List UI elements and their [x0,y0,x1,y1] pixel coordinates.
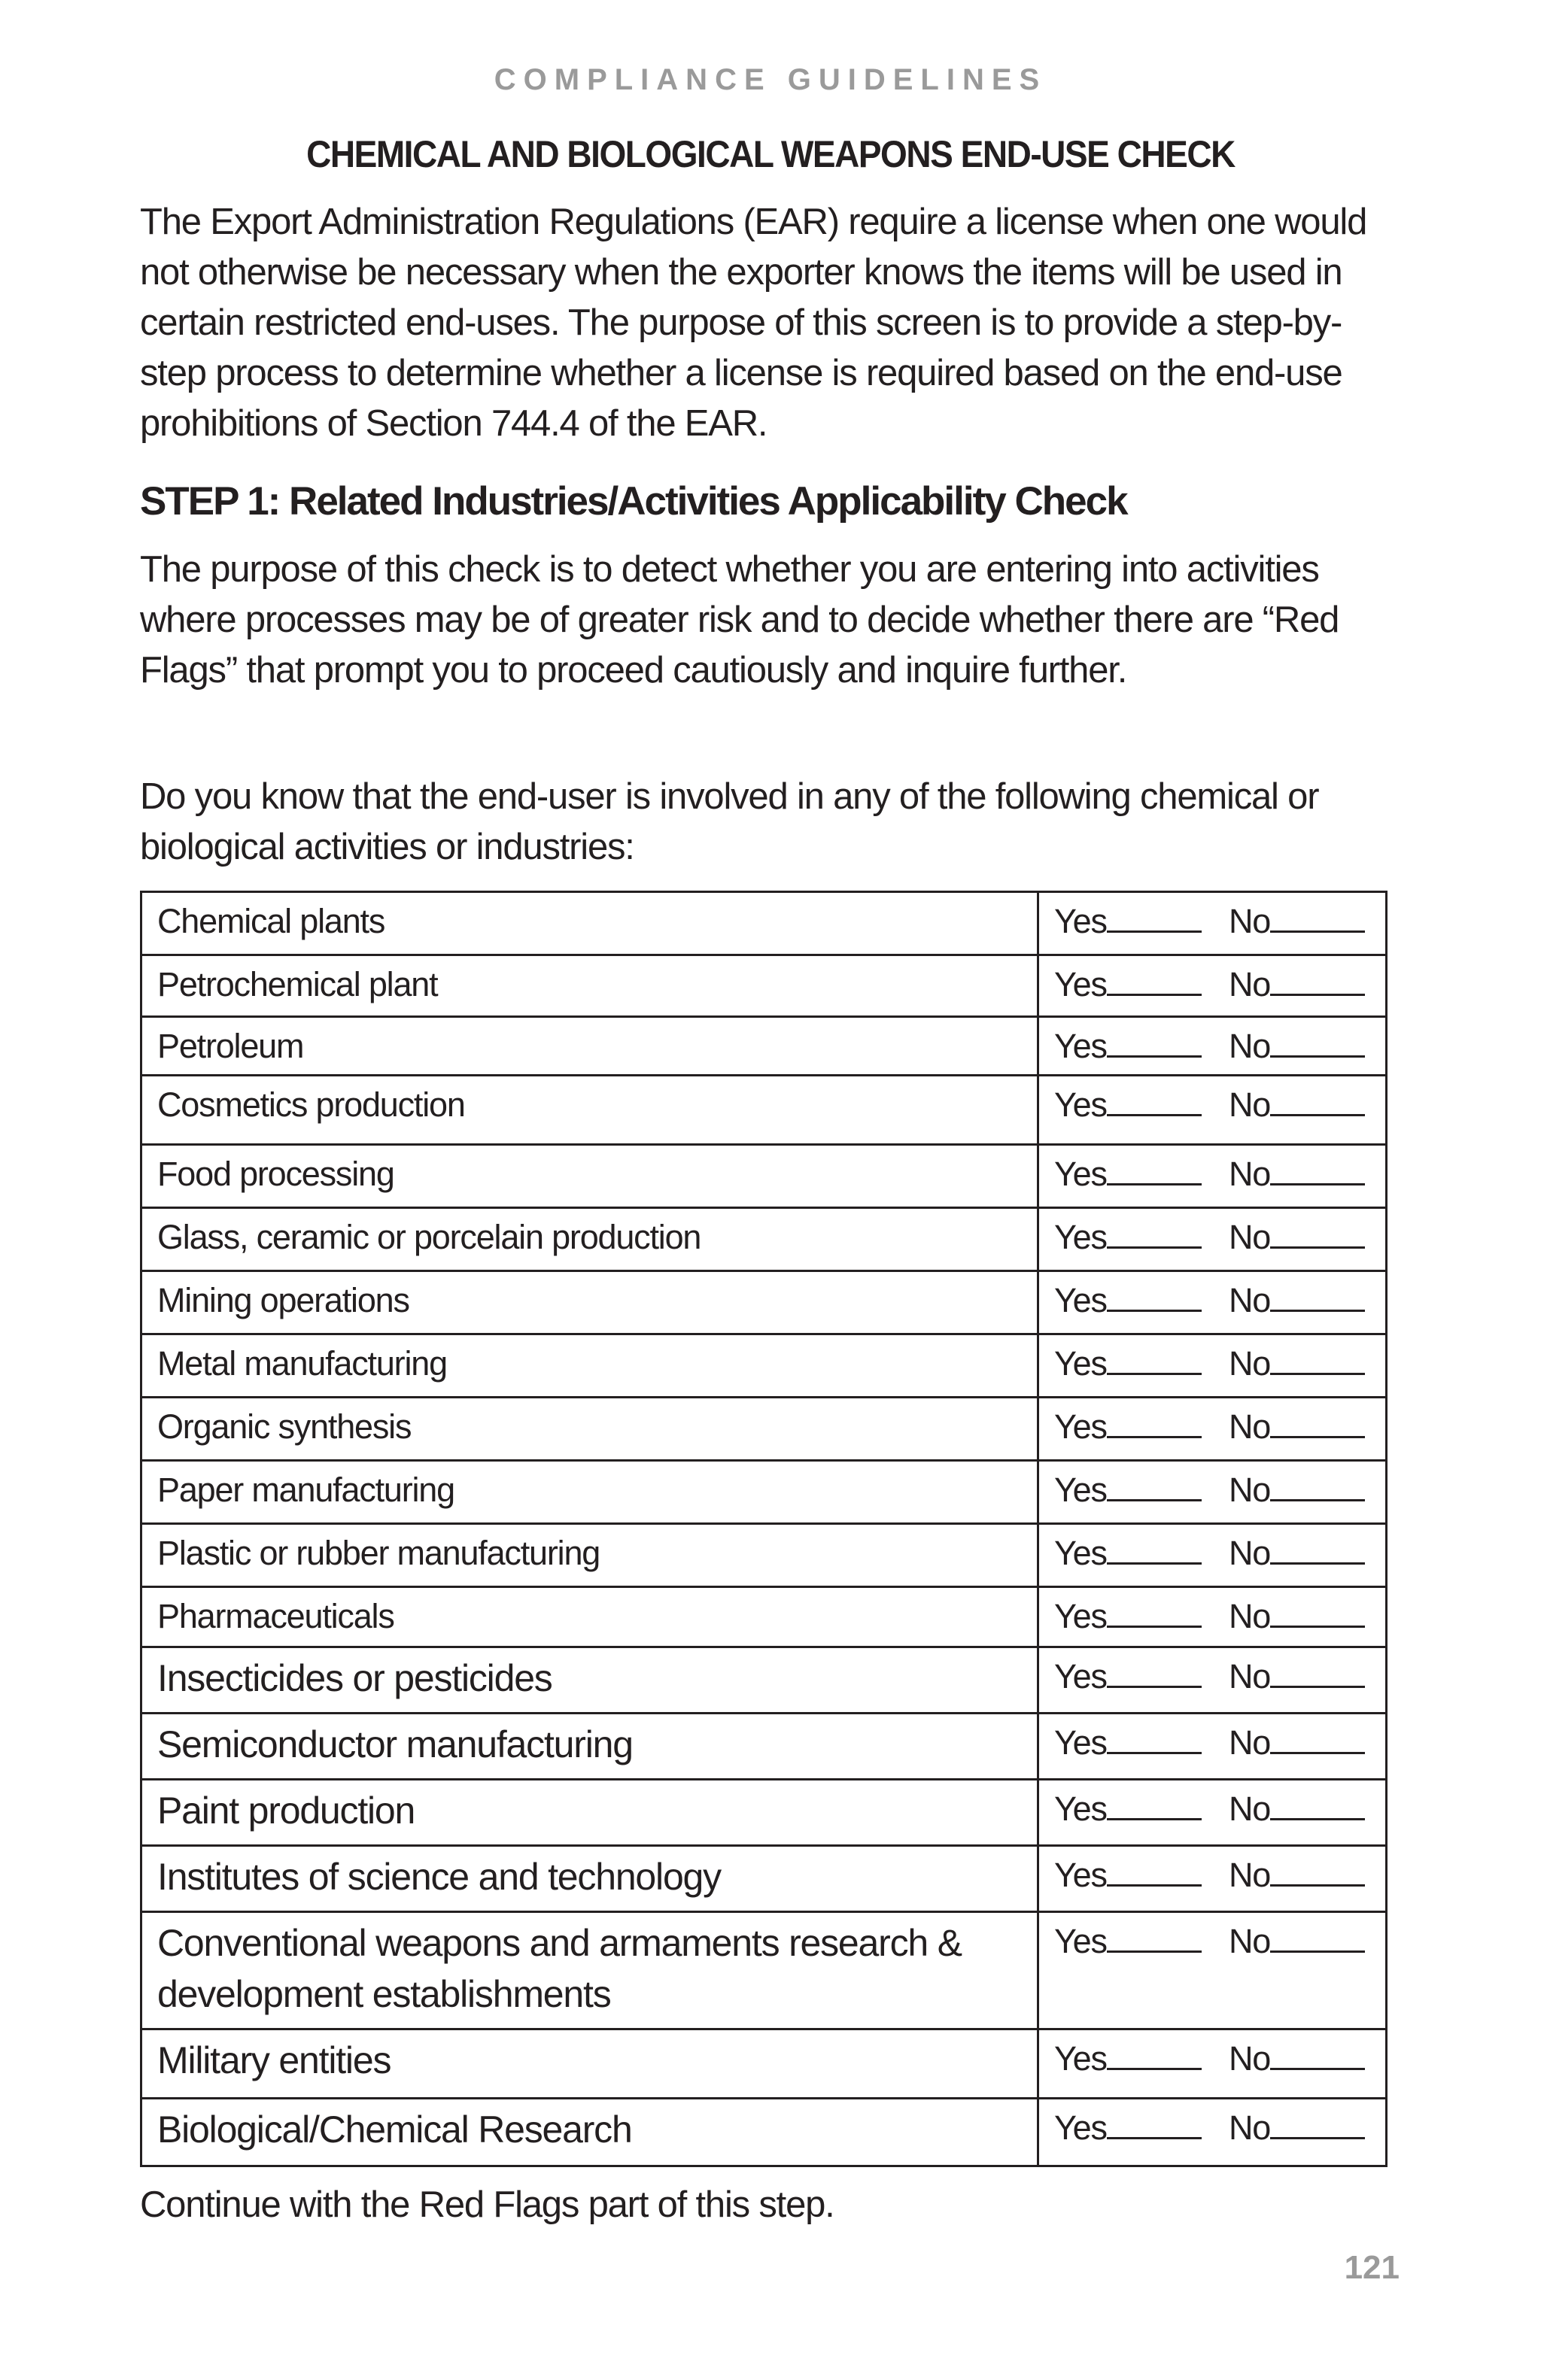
yes-answer-field[interactable] [1054,1471,1229,1510]
no-label: No [1229,1155,1271,1193]
no-label: No [1229,1085,1271,1124]
no-answer-field[interactable] [1229,965,1365,1004]
table-row [141,892,1387,955]
no-label: No [1229,1723,1271,1762]
activity-label: Metal manufacturing [141,1334,1038,1398]
yes-answer-field[interactable] [1054,2108,1229,2148]
activity-label: Petrochemical plant [141,955,1038,1017]
no-blank-line [1270,1304,1365,1312]
yes-label: Yes [1054,1218,1107,1256]
activity-label: Glass, ceramic or porcelain production [141,1208,1038,1271]
no-answer-field[interactable] [1229,1281,1365,1320]
no-answer-field[interactable] [1229,1407,1365,1447]
no-blank-line [1270,988,1365,996]
step-1-question: Do you know that the end-user is involved in any of the following chemical or biological activities or industries: [140,776,1319,867]
yes-label: Yes [1054,1534,1107,1572]
no-answer-field[interactable] [1229,2039,1365,2078]
no-label: No [1229,965,1271,1003]
yes-label: Yes [1054,1155,1107,1193]
no-label: No [1229,1657,1271,1695]
yes-no-cell [1038,1017,1387,1076]
yes-answer-field[interactable] [1054,1407,1229,1447]
yes-label: Yes [1054,1856,1107,1894]
yes-label: Yes [1054,1085,1107,1124]
no-answer-field[interactable] [1229,902,1365,941]
yes-answer-field[interactable] [1054,1790,1229,1829]
yes-answer-field[interactable] [1054,1723,1229,1762]
no-label: No [1229,1218,1271,1256]
no-answer-field[interactable] [1229,1723,1365,1762]
no-label: No [1229,1471,1271,1509]
yes-blank-line [1107,988,1202,996]
activity-label: Mining operations [141,1271,1038,1334]
no-label: No [1229,1344,1271,1383]
yes-blank-line [1107,925,1202,933]
yes-label: Yes [1054,1790,1107,1828]
table-row [141,1461,1387,1524]
activity-label: Organic synthesis [141,1398,1038,1461]
yes-no-cell [1038,1271,1387,1334]
yes-answer-field[interactable] [1054,902,1229,941]
activity-label: Plastic or rubber manufacturing [141,1524,1038,1587]
no-label: No [1229,1856,1271,1894]
yes-blank-line [1107,1368,1202,1375]
section-title: CHEMICAL AND BIOLOGICAL WEAPONS END-USE CHECK [306,133,1235,175]
table-row [141,1780,1387,1846]
no-answer-field[interactable] [1229,1856,1365,1895]
yes-label: Yes [1054,1027,1107,1065]
yes-blank-line [1107,1680,1202,1688]
table-row [141,1208,1387,1271]
activity-label: Pharmaceuticals [141,1587,1038,1647]
no-blank-line [1270,1620,1365,1628]
yes-label: Yes [1054,1281,1107,1319]
yes-blank-line [1107,1879,1202,1887]
no-blank-line [1270,1431,1365,1438]
table-row [141,1145,1387,1208]
yes-no-cell [1038,1076,1387,1145]
table-row [141,1912,1387,2029]
running-header: COMPLIANCE GUIDELINES [494,63,1047,96]
activity-label: Food processing [141,1145,1038,1208]
yes-no-cell [1038,2029,1387,2099]
no-label: No [1229,1790,1271,1828]
table-row [141,1017,1387,1076]
yes-answer-field[interactable] [1054,1344,1229,1383]
activity-label: Biological/Chemical Research [141,2099,1038,2166]
no-blank-line [1270,1680,1365,1688]
no-answer-field[interactable] [1229,2108,1365,2148]
table-row [141,1398,1387,1461]
yes-label: Yes [1054,1922,1107,1960]
no-label: No [1229,1281,1271,1319]
no-answer-field[interactable] [1229,1534,1365,1573]
no-blank-line [1270,1813,1365,1820]
yes-no-cell [1038,1398,1387,1461]
yes-label: Yes [1054,1471,1107,1509]
no-answer-field[interactable] [1229,1218,1365,1257]
no-label: No [1229,2108,1271,2147]
no-label: No [1229,1534,1271,1572]
yes-blank-line [1107,1620,1202,1628]
no-label: No [1229,1027,1271,1065]
no-label: No [1229,1922,1271,1960]
no-blank-line [1270,2063,1365,2070]
yes-answer-field[interactable] [1054,965,1229,1004]
no-blank-line [1270,1178,1365,1185]
yes-blank-line [1107,1241,1202,1249]
yes-blank-line [1107,1304,1202,1312]
table-row [141,1714,1387,1780]
no-answer-field[interactable] [1229,1657,1365,1696]
yes-blank-line [1107,2132,1202,2139]
activities-checklist-table [140,891,1388,2167]
table-row [141,1647,1387,1714]
yes-blank-line [1107,1945,1202,1953]
yes-answer-field[interactable] [1054,1027,1229,1066]
table-row [141,1846,1387,1912]
yes-answer-field[interactable] [1054,1856,1229,1895]
no-blank-line [1270,1494,1365,1501]
activity-label: Cosmetics production [141,1076,1038,1145]
table-row [141,1271,1387,1334]
yes-no-cell [1038,1461,1387,1524]
yes-answer-field[interactable] [1054,1218,1229,1257]
no-answer-field[interactable] [1229,1597,1365,1636]
activity-label: Insecticides or pesticides [141,1647,1038,1714]
yes-answer-field[interactable] [1054,1085,1229,1125]
yes-label: Yes [1054,2039,1107,2078]
yes-no-cell [1038,1714,1387,1780]
yes-label: Yes [1054,1657,1107,1695]
no-blank-line [1270,925,1365,933]
yes-answer-field[interactable] [1054,1281,1229,1320]
page-number: 121 [1344,2249,1400,2286]
yes-label: Yes [1054,965,1107,1003]
no-blank-line [1270,2132,1365,2139]
activity-label: Military entities [141,2029,1038,2099]
no-answer-field[interactable] [1229,1922,1365,1961]
yes-label: Yes [1054,2108,1107,2147]
yes-answer-field[interactable] [1054,1657,1229,1696]
yes-blank-line [1107,1813,1202,1820]
yes-no-cell [1038,1780,1387,1846]
activity-label: Paper manufacturing [141,1461,1038,1524]
yes-blank-line [1107,1431,1202,1438]
table-row [141,2029,1387,2099]
yes-answer-field[interactable] [1054,2039,1229,2078]
step-1-purpose-paragraph: The purpose of this check is to detect whether you are entering into activities where processes may be of greater risk and to decide whether there are “Red Flags” that prompt you to proceed cautiously and inquire further. [140,549,1339,691]
continue-note: Continue with the Red Flags part of this step. [140,2184,834,2225]
yes-answer-field[interactable] [1054,1922,1229,1961]
activity-label: Conventional weapons and armaments research & development establishments [141,1912,1038,2029]
activity-label: Petroleum [141,1017,1038,1076]
yes-blank-line [1107,1109,1202,1116]
no-label: No [1229,1407,1271,1446]
activity-label: Semiconductor manufacturing [141,1714,1038,1780]
no-label: No [1229,1597,1271,1635]
no-answer-field[interactable] [1229,1790,1365,1829]
table-row [141,955,1387,1017]
no-answer-field[interactable] [1229,1085,1365,1125]
yes-label: Yes [1054,1723,1107,1762]
no-answer-field[interactable] [1229,1471,1365,1510]
no-blank-line [1270,1109,1365,1116]
yes-no-cell [1038,1208,1387,1271]
no-blank-line [1270,1557,1365,1565]
no-blank-line [1270,1747,1365,1754]
no-blank-line [1270,1879,1365,1887]
no-blank-line [1270,1945,1365,1953]
yes-no-cell [1038,955,1387,1017]
yes-no-cell [1038,1145,1387,1208]
yes-no-cell [1038,1524,1387,1587]
table-row [141,2099,1387,2166]
yes-no-cell [1038,2099,1387,2166]
no-label: No [1229,2039,1271,2078]
no-answer-field[interactable] [1229,1344,1365,1383]
yes-label: Yes [1054,1597,1107,1635]
intro-paragraph: The Export Administration Regulations (EAR) require a license when one would not otherwise be necessary when the exporter knows the items will be used in certain restricted end-uses. The purpose of this screen is to provide a step-by-step process to determine whether a license is required based on the end-use prohibitions of Section 744.4 of the EAR. [140,202,1367,444]
yes-no-cell [1038,1846,1387,1912]
yes-no-cell [1038,892,1387,955]
yes-blank-line [1107,1557,1202,1565]
yes-blank-line [1107,1050,1202,1058]
activity-label: Institutes of science and technology [141,1846,1038,1912]
activity-label: Paint production [141,1780,1038,1846]
table-row [141,1076,1387,1145]
no-blank-line [1270,1368,1365,1375]
no-answer-field[interactable] [1229,1027,1365,1066]
activity-label: Chemical plants [141,892,1038,955]
no-answer-field[interactable] [1229,1155,1365,1194]
no-blank-line [1270,1050,1365,1058]
yes-label: Yes [1054,1344,1107,1383]
yes-blank-line [1107,1178,1202,1185]
yes-blank-line [1107,2063,1202,2070]
yes-label: Yes [1054,1407,1107,1446]
yes-no-cell [1038,1912,1387,2029]
yes-no-cell [1038,1587,1387,1647]
yes-answer-field[interactable] [1054,1155,1229,1194]
no-blank-line [1270,1241,1365,1249]
yes-no-cell [1038,1334,1387,1398]
yes-label: Yes [1054,902,1107,940]
no-label: No [1229,902,1271,940]
yes-answer-field[interactable] [1054,1534,1229,1573]
step-1-heading: STEP 1: Related Industries/Activities Applicability Check [140,479,1127,524]
table-row [141,1334,1387,1398]
yes-answer-field[interactable] [1054,1597,1229,1636]
yes-blank-line [1107,1494,1202,1501]
table-row [141,1524,1387,1587]
yes-blank-line [1107,1747,1202,1754]
table-row [141,1587,1387,1647]
yes-no-cell [1038,1647,1387,1714]
